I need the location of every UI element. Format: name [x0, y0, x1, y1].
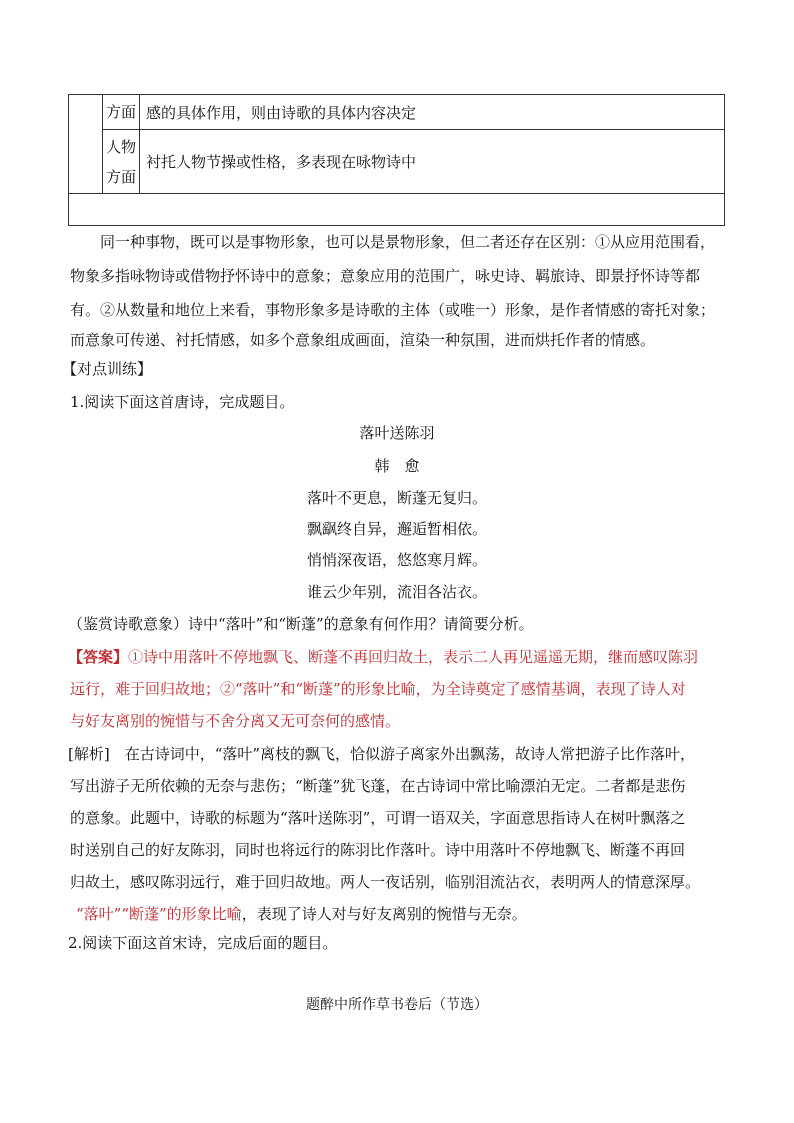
table-empty-row — [69, 194, 725, 226]
table-row — [69, 130, 725, 194]
poem-author: 韩 愈 — [374, 457, 420, 475]
analysis-line — [68, 744, 695, 764]
question-text: （鉴赏诗歌意象）诗中“落叶”和“断蓬”的意象有何作用？请简要分析。 — [68, 615, 534, 633]
table-row — [69, 194, 725, 226]
poem-line: 谁云少年别，流泪各沾衣。 — [306, 583, 487, 601]
question-prompt: 1.阅读下面这首唐诗，完成题目。 — [70, 393, 295, 411]
table-row-content: 感的具体作用，则由诗歌的具体内容决定 — [140, 95, 725, 130]
question-prompt: 2.阅读下面这首宋诗，完成后面的题目。 — [68, 934, 338, 952]
analysis-label: [解析] — [68, 745, 110, 763]
answer-line: 远行，难于回归故地；②“落叶”和“断蓬”的形象比喻，为全诗奠定了感情基调，表现了诗人对 — [70, 680, 686, 698]
analysis-line — [76, 904, 527, 924]
answer-line: 与好友离别的惋惜与不舍分离又无可奈何的感情。 — [70, 712, 401, 730]
analysis-text: 在古诗词中，“落叶”离枝的飘飞，恰似游子离家外出飘荡，故诗人常把游子比作落叶， — [109, 745, 696, 763]
poem-title: 题醉中所作草书卷后（节选） — [306, 997, 488, 1013]
answer-label: 【答案】 — [68, 648, 129, 666]
paragraph-line: 物象多指咏物诗或借物抒怀诗中的意象；意象应用的范围广，咏史诗、羁旅诗、即景抒怀诗等都 — [70, 267, 701, 285]
poem-line: 飘飖终自异，邂逅暂相依。 — [306, 520, 487, 538]
poem-line: 落叶不更息，断蓬无复归。 — [306, 489, 487, 507]
analysis-line: 的意象。此题中，诗歌的标题为“落叶送陈羽”，可谓一语双关，字面意思指诗人在树叶飘落之 — [70, 809, 686, 827]
concept-table — [68, 94, 725, 226]
table-empty-cell — [69, 95, 103, 194]
table-row-label-line2: 方面 — [105, 167, 136, 186]
table-row-label: 方面 — [103, 95, 140, 130]
analysis-line: 时送别自己的好友陈羽，同时也将远行的陈羽比作落叶。诗中用落叶不停地飘飞、断蓬不再回 — [70, 841, 686, 859]
answer-line — [68, 647, 698, 667]
table-row-content: 衬托人物节操或性格，多表现在咏物诗中 — [140, 130, 725, 194]
paragraph-line: 而意象可传递、衬托情感，如多个意象组成画面，渲染一种氛围，进而烘托作者的情感。 — [70, 331, 656, 349]
poem-line: 悄悄深夜语，悠悠寒月辉。 — [306, 551, 487, 569]
analysis-highlight: “落叶”“断蓬”的形象比喻 — [76, 905, 242, 923]
paragraph-line: 同一种事物，既可以是事物形象，也可以是景物形象，但二者还存在区别：①从应用范围看， — [100, 233, 716, 251]
section-heading: 【对点训练】 — [62, 360, 153, 378]
analysis-line: 归故土，感叹陈羽远行，难于回归故地。两人一夜话别，临别泪流沾衣，表明两人的情意深厚。 — [70, 873, 701, 891]
answer-text: ①诗中用落叶不停地飘飞、断蓬不再回归故土，表示二人再见遥遥无期，继而感叹陈羽 — [128, 648, 699, 666]
poem-title: 落叶送陈羽 — [359, 424, 435, 442]
table-row-label-line1: 人物 — [105, 137, 136, 156]
table-row — [69, 95, 725, 130]
table-row-label — [103, 130, 140, 194]
analysis-line: 写出游子无所依赖的无奈与悲伤；“断蓬”犹飞蓬，在古诗词中常比喻漂泊无定。二者都是悲伤 — [70, 777, 686, 795]
analysis-tail: ，表现了诗人对与好友离别的惋惜与无奈。 — [241, 905, 527, 923]
paragraph-line: 有。②从数量和地位上来看，事物形象多是诗歌的主体（或唯一）形象，是作者情感的寄托对象； — [70, 301, 716, 319]
